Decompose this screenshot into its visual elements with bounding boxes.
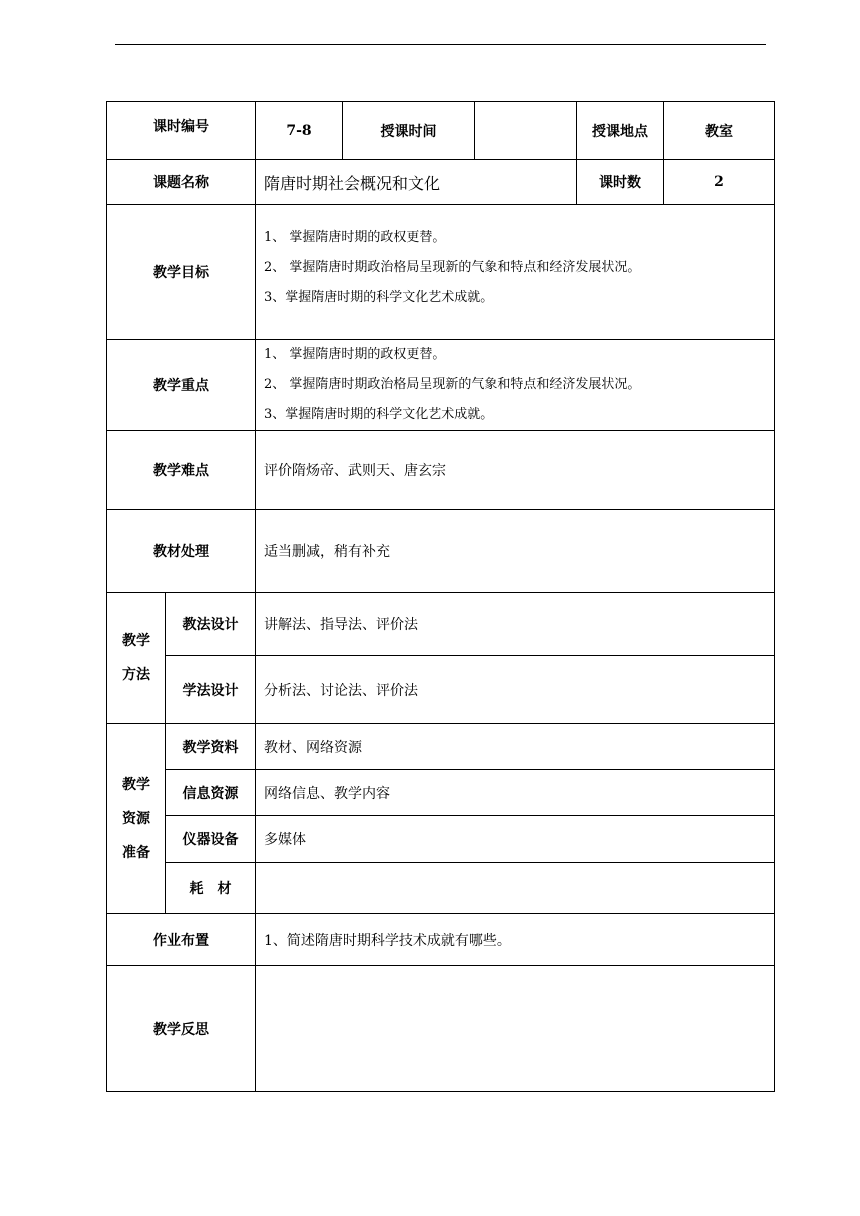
row-lesson-info (107, 102, 775, 160)
difficulties-label: 教学难点 (107, 431, 256, 510)
key-point-item: 2、 掌握隋唐时期政治格局呈现新的气象和特点和经济发展状况。 (264, 377, 641, 392)
header-rule (115, 44, 766, 45)
equipment-label: 仪器设备 (166, 816, 256, 863)
hours-value: 2 (664, 160, 775, 205)
row-equipment (107, 816, 775, 863)
lesson-plan-table (106, 101, 775, 1092)
methods-label-line: 方法 (122, 667, 150, 683)
lesson-no-label: 课时编号 (107, 102, 256, 160)
place-label: 授课地点 (577, 102, 664, 160)
row-objectives (107, 205, 775, 340)
hours-label: 课时数 (577, 160, 664, 205)
materials-handling-label: 教材处理 (107, 510, 256, 593)
resources-label-line: 教学 (122, 776, 150, 793)
row-reflection (107, 966, 775, 1092)
difficulties-value: 评价隋炀帝、武则天、唐玄宗 (256, 431, 775, 510)
row-homework (107, 914, 775, 966)
resource-materials-value: 教材、网络资源 (256, 724, 775, 770)
objective-item: 1、 掌握隋唐时期的政权更替。 (264, 230, 446, 245)
row-key-points (107, 340, 775, 431)
lesson-no-value: 7-8 (256, 102, 343, 160)
homework-value: 1、简述隋唐时期科学技术成就有哪些。 (256, 914, 775, 966)
row-consumables (107, 863, 775, 914)
materials-handling-value: 适当删减，稍有补充 (256, 510, 775, 593)
consumables-value (256, 863, 775, 914)
resources-label (107, 724, 166, 914)
methods-label (107, 593, 166, 724)
resource-materials-label: 教学资料 (166, 724, 256, 770)
topic-value: 隋唐时期社会概况和文化 (256, 160, 577, 205)
learning-method-value: 分析法、讨论法、评价法 (256, 656, 775, 724)
homework-label: 作业布置 (107, 914, 256, 966)
methods-label-line: 教学 (122, 633, 150, 649)
topic-label: 课题名称 (107, 160, 256, 205)
row-info-resources (107, 770, 775, 816)
objectives-list (256, 205, 775, 340)
row-materials-handling (107, 510, 775, 593)
key-point-item: 1、 掌握隋唐时期的政权更替。 (264, 347, 446, 362)
key-point-item: 3、掌握隋唐时期的科学文化艺术成就。 (264, 407, 494, 422)
info-resources-value: 网络信息、教学内容 (256, 770, 775, 816)
objective-item: 3、掌握隋唐时期的科学文化艺术成就。 (264, 290, 494, 305)
row-difficulties (107, 431, 775, 510)
row-topic (107, 160, 775, 205)
reflection-value (256, 966, 775, 1092)
time-value (475, 102, 577, 160)
resources-label-line: 准备 (122, 844, 150, 861)
row-learning-method (107, 656, 775, 724)
objective-item: 2、 掌握隋唐时期政治格局呈现新的气象和特点和经济发展状况。 (264, 260, 641, 275)
key-points-list (256, 340, 775, 431)
equipment-value: 多媒体 (256, 816, 775, 863)
resources-label-line: 资源 (122, 810, 150, 827)
consumables-label: 耗 材 (166, 863, 256, 914)
row-teaching-method (107, 593, 775, 656)
reflection-label: 教学反思 (107, 966, 256, 1092)
learning-method-label: 学法设计 (166, 656, 256, 724)
key-points-label: 教学重点 (107, 340, 256, 431)
teaching-method-value: 讲解法、指导法、评价法 (256, 593, 775, 656)
info-resources-label: 信息资源 (166, 770, 256, 816)
place-value: 教室 (664, 102, 775, 160)
time-label: 授课时间 (343, 102, 475, 160)
row-resource-materials (107, 724, 775, 770)
objectives-label: 教学目标 (107, 205, 256, 340)
teaching-method-label: 教法设计 (166, 593, 256, 656)
